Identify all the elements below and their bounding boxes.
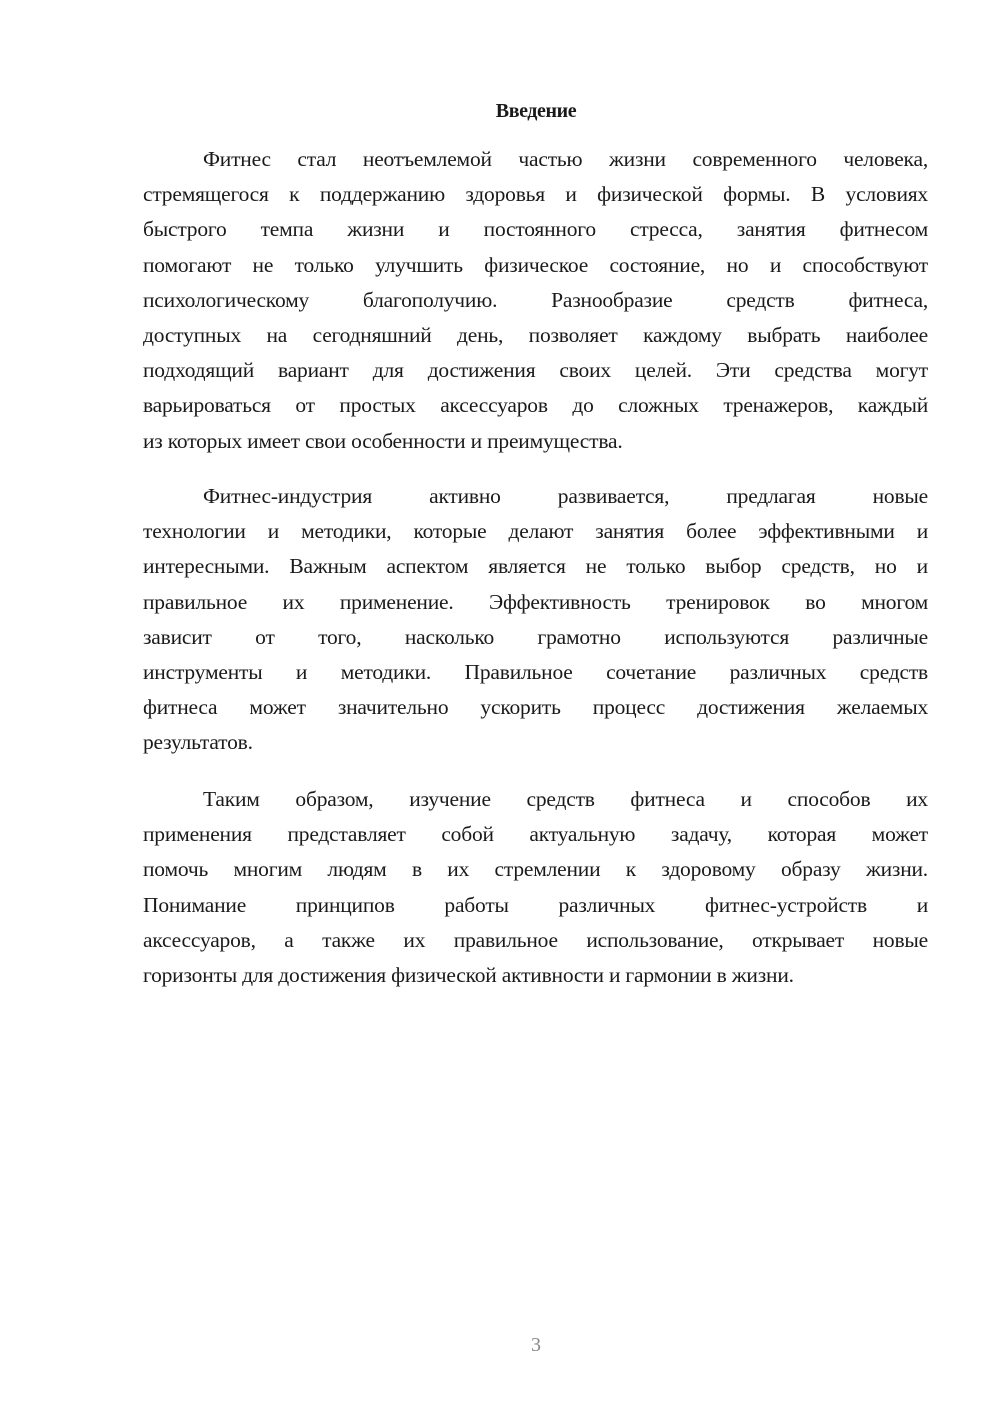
text-line: зависит от того, насколько грамотно используются различные	[143, 624, 928, 649]
paragraph-1	[143, 142, 928, 459]
section-title: Введение	[495, 100, 577, 122]
text-line: из которых имеет свои особенности и преимущества.	[143, 428, 623, 453]
text-line: психологическому благополучию. Разнообразие средств фитнеса,	[143, 287, 928, 312]
text-line: помогают не только улучшить физическое состояние, но и способствуют	[143, 252, 928, 277]
text-line: аксессуаров, а также их правильное использование, открывает новые	[143, 927, 928, 952]
text-line: правильное их применение. Эффективность тренировок во многом	[143, 589, 928, 614]
text-line: интересными. Важным аспектом является не только выбор средств, но и	[143, 554, 928, 579]
text-line: быстрого темпа жизни и постоянного стресса, занятия фитнесом	[143, 217, 928, 242]
text-line: Фитнес-индустрия активно развивается, предлагая новые	[203, 484, 928, 508]
text-line: технологии и методики, которые делают занятия более эффективными и	[143, 519, 928, 544]
text-line: горизонты для достижения физической активности и гармонии в жизни.	[143, 963, 794, 988]
text-line: стремящегося к поддержанию здоровья и физической формы. В условиях	[143, 182, 928, 207]
text-line: Таким образом, изучение средств фитнеса и способов их	[203, 787, 928, 811]
text-line: Понимание принципов работы различных фитнес-устройств и	[143, 892, 928, 917]
text-line: применения представляет собой актуальную задачу, которая может	[143, 822, 928, 847]
text-line: варьироваться от простых аксессуаров до сложных тренажеров, каждый	[143, 393, 928, 418]
text-line: Фитнес стал неотъемлемой частью жизни современного человека,	[203, 147, 928, 171]
paragraph-3	[143, 782, 928, 993]
page-number: 3	[531, 1334, 541, 1356]
paragraph-2	[143, 479, 928, 761]
text-line: результатов.	[143, 730, 253, 755]
text-line: помочь многим людям в их стремлении к здоровому образу жизни.	[143, 857, 928, 882]
text-line: доступных на сегодняшний день, позволяет каждому выбрать наиболее	[143, 323, 928, 348]
text-line: инструменты и методики. Правильное сочетание различных средств	[143, 660, 928, 685]
text-line: фитнеса может значительно ускорить процесс достижения желаемых	[143, 695, 928, 720]
text-line: подходящий вариант для достижения своих целей. Эти средства могут	[143, 358, 928, 383]
